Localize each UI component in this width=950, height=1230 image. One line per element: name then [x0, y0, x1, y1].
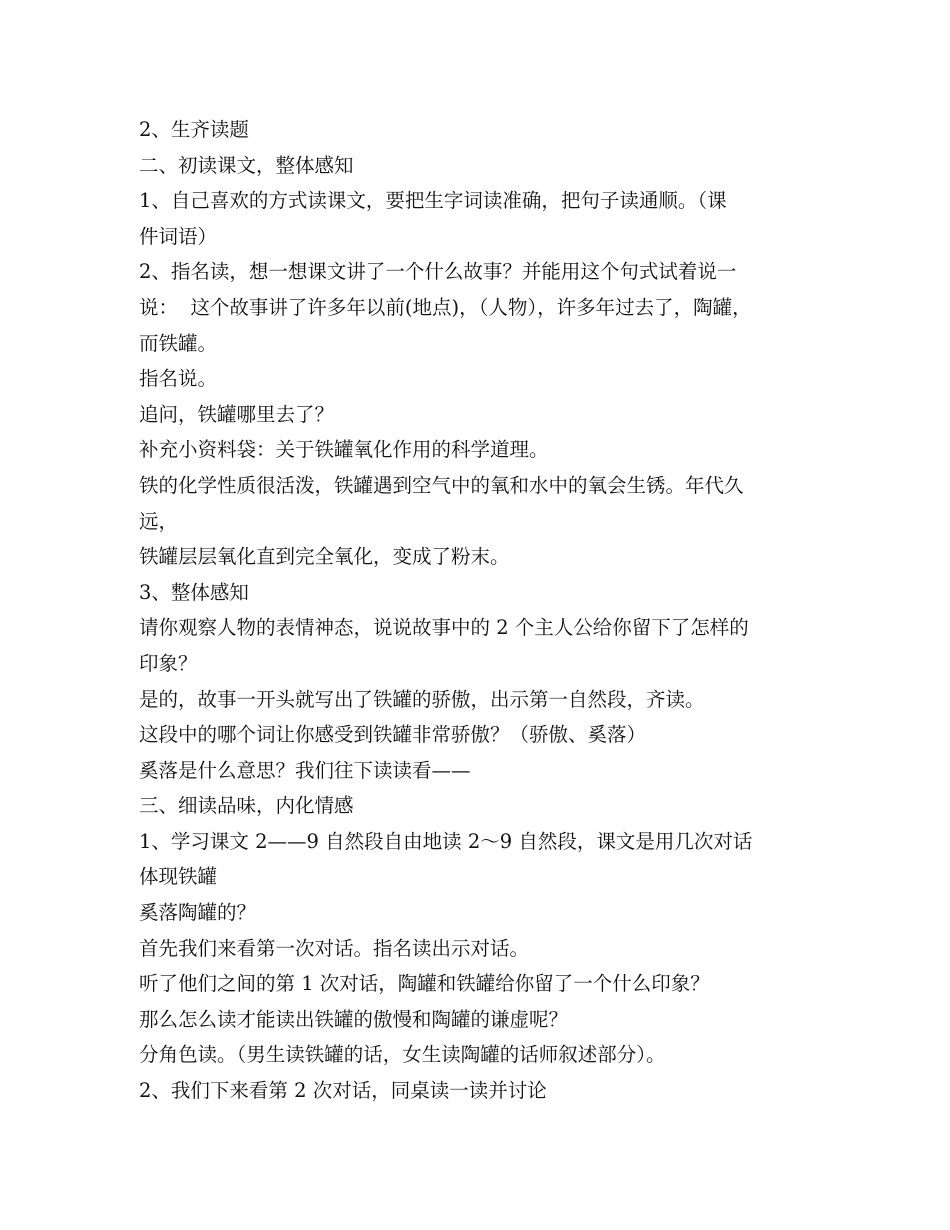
text-line: 铁的化学性质很活泼，铁罐遇到空气中的氧和水中的氧会生锈。年代久 [139, 473, 744, 497]
text-line: 听了他们之间的第 1 次对话，陶罐和铁罐给你留了一个什么印象？ [139, 972, 710, 996]
text-line: 说： 这个故事讲了许多年以前(地点)，（人物），许多年过去了，陶罐， [139, 295, 752, 319]
text-line: 1、自己喜欢的方式读课文，要把生字词读准确，把句子读通顺。（课 [139, 189, 727, 213]
text-line: 补充小资料袋：关于铁罐氧化作用的科学道理。 [139, 438, 549, 462]
section-heading: 三、细读品味，内化情感 [139, 794, 354, 818]
text-line: 体现铁罐 [139, 865, 218, 889]
text-line: 这段中的哪个词让你感受到铁罐非常骄傲？（骄傲、奚落） [139, 723, 647, 747]
text-line: 指名说。 [139, 367, 218, 391]
text-line: 请你观察人物的表情神态，说说故事中的 2 个主人公给你留下了怎样的 [139, 616, 749, 640]
text-line: 奚落是什么意思？我们往下读读看—— [139, 758, 471, 782]
text-line: 2、指名读，想一想课文讲了一个什么故事？并能用这个句式试着说一 [139, 260, 737, 284]
document-body [139, 112, 829, 1109]
text-line: 2、生齐读题 [139, 118, 249, 141]
text-line: 那么怎么读才能读出铁罐的傲慢和陶罐的谦虚呢？ [139, 1007, 569, 1031]
text-line: 印象？ [139, 651, 198, 675]
text-line: 远， [139, 509, 179, 533]
text-line: 件词语） [139, 224, 218, 248]
text-line: 铁罐层层氧化直到完全氧化，变成了粉末。 [139, 545, 510, 569]
text-line: 1、学习课文 2——9 自然段自由地读 2～9 自然段，课文是用几次对话 [139, 829, 753, 853]
text-line: 追问，铁罐哪里去了？ [139, 402, 335, 426]
text-line: 2、我们下来看第 2 次对话，同桌读一读并讨论 [139, 1079, 547, 1103]
text-line: 而铁罐。 [139, 331, 218, 355]
text-line: 奚落陶罐的？ [139, 901, 257, 925]
text-line: 是的，故事一开头就写出了铁罐的骄傲，出示第一自然段，齐读。 [139, 687, 705, 711]
text-line: 分角色读。（男生读铁罐的话，女生读陶罐的话师叙述部分）。 [139, 1043, 666, 1067]
section-heading: 二、初读课文，整体感知 [139, 153, 354, 177]
text-line: 3、整体感知 [139, 580, 249, 604]
text-line: 首先我们来看第一次对话。指名读出示对话。 [139, 936, 530, 960]
